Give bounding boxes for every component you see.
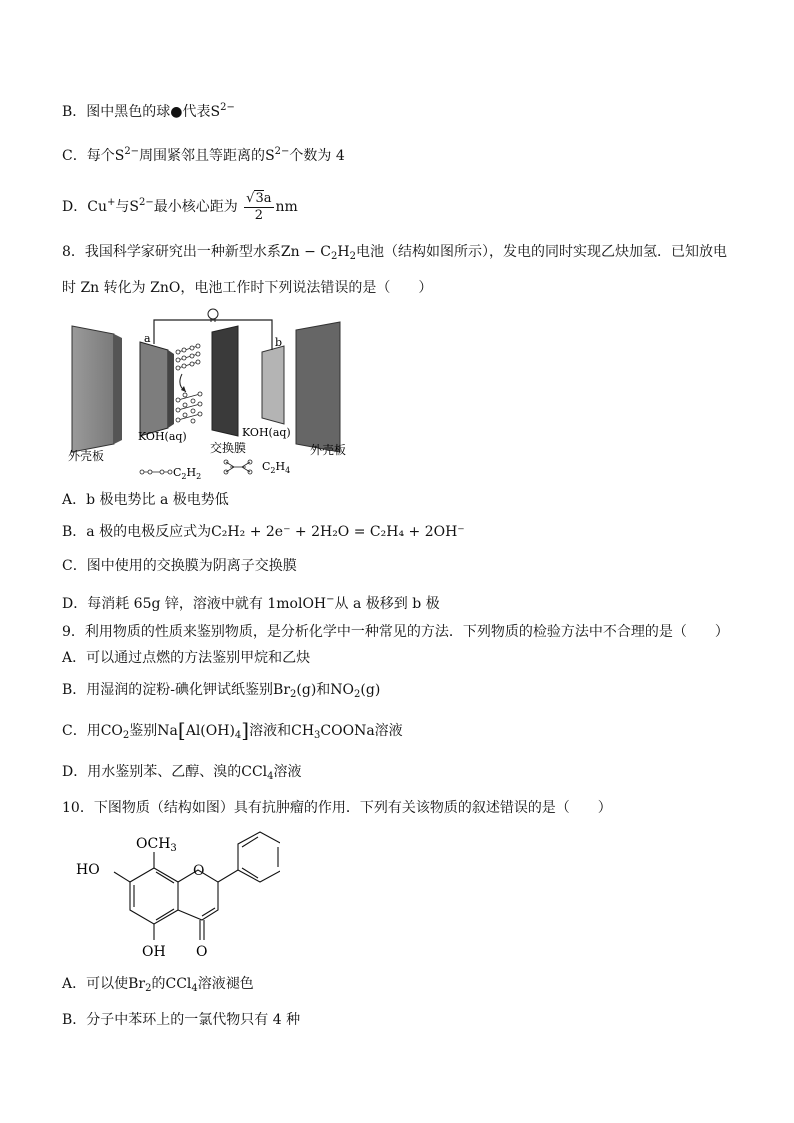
battery-diagram — [66, 304, 356, 482]
ring-o-label: O — [193, 863, 205, 879]
q9-option-a: A．可以通过点燃的方法鉴别甲烷和乙炔 — [62, 650, 311, 666]
q8-option-c: C．图中使用的交换膜为阴离子交换膜 — [62, 558, 297, 574]
q10-stem: 10．下图物质（结构如图）具有抗肿瘤的作用．下列有关该物质的叙述错误的是（ ） — [62, 800, 612, 816]
fraction: $\frac{√3a}{2}$ — [246, 190, 272, 223]
acetylene-molecules — [176, 344, 200, 370]
koh-right: KOH(aq) — [242, 426, 291, 439]
q8-option-a: A．b 极电势比 a 极电势低 — [62, 492, 229, 508]
och3-label: $OCH_3$ — [136, 836, 177, 854]
q7-option-c: C．每个$S^{2-}$周围紧邻且等距离的$S^{2-}$个数为 4 — [62, 146, 345, 164]
q8-option-b: B．a 极的电极反应式为C₂H₂ + 2e⁻ + 2H₂O = C₂H₄ + 2OH⁻ — [62, 524, 465, 540]
q7-option-b: B．图中黑色的球●代表$S^{2-}$ — [62, 102, 235, 120]
electrode-b — [262, 346, 284, 424]
label-a: a — [144, 332, 151, 345]
q10-option-a: A．可以使$Br_2$的CCl$_4$溶液褪色 — [62, 976, 254, 994]
left-shell-plate — [72, 326, 114, 452]
molecular-structure — [70, 828, 280, 966]
ethylene-molecules — [176, 392, 202, 423]
shell-left-label: 外壳板 — [68, 449, 105, 463]
oh-label: OH — [142, 944, 166, 960]
legend-c2h2 — [140, 470, 172, 474]
q9-option-c: C．用$CO_2$鉴别$Na[Al(OH)_4]$溶液和$CH_3COONa$溶液 — [62, 718, 403, 742]
shell-right-label: 外壳板 — [310, 443, 347, 457]
electrode-a — [140, 342, 168, 436]
ketone-o-label: O — [196, 944, 208, 960]
membrane-label: 交换膜 — [210, 441, 247, 455]
q10-option-b: B．分子中苯环上的一氯代物只有 4 种 — [62, 1012, 301, 1028]
q8-stem-line1: 8．我国科学家研究出一种新型水系$Zn - C_2H_2$电池（结构如图所示），发电的同时实现乙炔加氢．已知放电 — [62, 244, 727, 262]
q7-option-d: D．Cu+与$S^{2-}$最小核心距为 $\frac{√3a}{2}$ nm — [62, 190, 298, 223]
right-shell-plate — [296, 322, 340, 452]
svg-text:C2H2: $C_2H_2$ — [173, 466, 202, 481]
q8-option-d: D．每消耗 65g 锌，溶液中就有 1molOH−从 a 极移到 b 极 — [62, 594, 440, 612]
svg-text:C2H4: $C_2H_4$ — [262, 460, 291, 475]
q9-stem: 9．利用物质的性质来鉴别物质，是分析化学中一种常见的方法．下列物质的检验方法中不合理的是（ ） — [62, 624, 729, 640]
q9-option-d: D．用水鉴别苯、乙醇、溴的CCl$_4$溶液 — [62, 764, 302, 782]
ho-label: HO — [76, 862, 100, 878]
q8-stem-line2: 时 Zn 转化为 ZnO，电池工作时下列说法错误的是（ ） — [62, 280, 433, 296]
exchange-membrane — [212, 326, 238, 436]
legend-c2h4 — [224, 460, 252, 474]
koh-left: KOH(aq) — [138, 430, 187, 443]
q9-option-b: B．用湿润的淀粉-碘化钾试纸鉴别$Br_2(g)$和$NO_2(g)$ — [62, 682, 381, 700]
label-b: b — [275, 336, 283, 349]
